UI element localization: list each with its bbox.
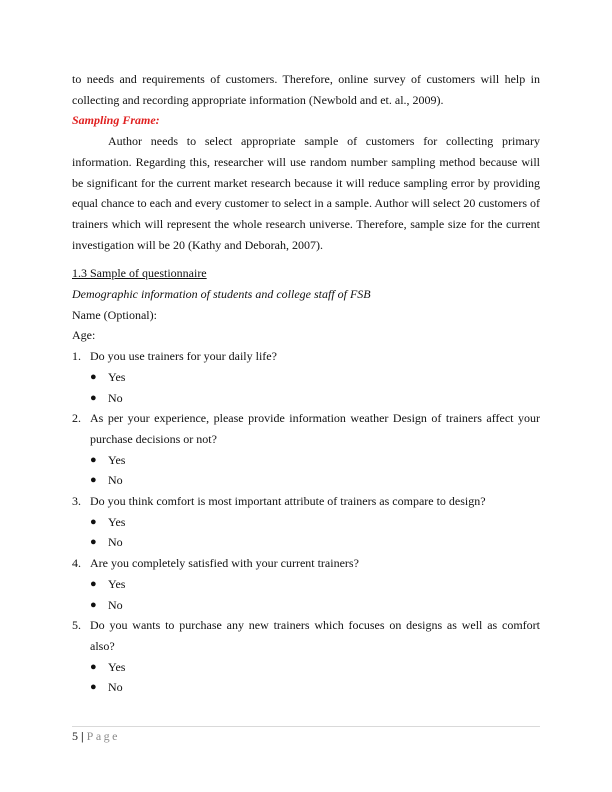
option-yes	[72, 657, 540, 678]
option-label: Yes	[108, 452, 126, 467]
bullet-icon: ●	[90, 453, 97, 466]
option-label: Yes	[108, 659, 126, 674]
option-label: No	[108, 473, 123, 488]
question-number: 4.	[72, 556, 81, 571]
footer-separator: |	[81, 729, 84, 743]
page-footer	[72, 728, 120, 744]
footer-divider	[72, 726, 540, 727]
bullet-icon: ●	[90, 536, 97, 549]
option-label: No	[108, 597, 123, 612]
option-label: No	[108, 680, 123, 695]
section-heading: 1.3 Sample of questionnaire	[72, 266, 207, 281]
question-text: Do you think comfort is most important attribute of trainers as compare to design?	[90, 494, 486, 509]
question-number: 3.	[72, 494, 81, 509]
question-4	[72, 553, 540, 574]
option-no	[72, 470, 540, 491]
sampling-frame-heading: Sampling Frame:	[72, 113, 160, 128]
bullet-icon: ●	[90, 660, 97, 673]
question-3	[72, 491, 540, 512]
option-yes	[72, 574, 540, 595]
bullet-icon: ●	[90, 474, 97, 487]
question-number: 2.	[72, 411, 81, 426]
question-text: Do you use trainers for your daily life?	[90, 349, 277, 364]
option-label: Yes	[108, 369, 126, 384]
option-no	[72, 677, 540, 698]
page-number: 5	[72, 729, 78, 743]
bullet-icon: ●	[90, 681, 97, 694]
option-yes	[72, 367, 540, 388]
question-text: As per your experience, please provide information weather Design of trainers affect your purchase decisions or not?	[90, 411, 540, 446]
sampling-frame-paragraph: Author needs to select appropriate sample of customers for collecting primary information. Regarding this, researcher will use random number sampling method because will be significant for the current market research because it will reduce sampling error by providing equal chance to each and every customer to select in a sample. Author will select 20 customers of trainers which will represent the whole research universe. Therefore, sample size for the current investigation will be 20 (Kathy and Deborah, 2007).	[72, 134, 540, 252]
option-no	[72, 595, 540, 616]
name-field-label: Name (Optional):	[72, 307, 157, 322]
question-2	[72, 408, 540, 449]
option-label: Yes	[108, 514, 126, 529]
age-field-label: Age:	[72, 328, 96, 343]
bullet-icon: ●	[90, 391, 97, 404]
question-1	[72, 346, 540, 367]
option-label: No	[108, 390, 123, 405]
option-label: No	[108, 535, 123, 550]
bullet-icon: ●	[90, 598, 97, 611]
question-5	[72, 615, 540, 656]
option-no	[72, 388, 540, 409]
bullet-icon: ●	[90, 370, 97, 383]
intro-paragraph: to needs and requirements of customers. Therefore, online survey of customers will help in collecting and recording appropriate information (Newbold and et. al., 2009).	[72, 72, 540, 107]
page-word: Page	[86, 729, 120, 743]
option-yes	[72, 512, 540, 533]
bullet-icon: ●	[90, 577, 97, 590]
questionnaire-subtitle: Demographic information of students and college staff of FSB	[72, 287, 371, 302]
bullet-icon: ●	[90, 515, 97, 528]
question-number: 1.	[72, 349, 81, 364]
option-yes	[72, 450, 540, 471]
page-body	[72, 69, 540, 698]
question-number: 5.	[72, 618, 81, 633]
option-no	[72, 532, 540, 553]
question-text: Do you wants to purchase any new trainers which focuses on designs as well as comfort also?	[90, 618, 540, 653]
question-text: Are you completely satisfied with your current trainers?	[90, 556, 359, 571]
option-label: Yes	[108, 576, 126, 591]
